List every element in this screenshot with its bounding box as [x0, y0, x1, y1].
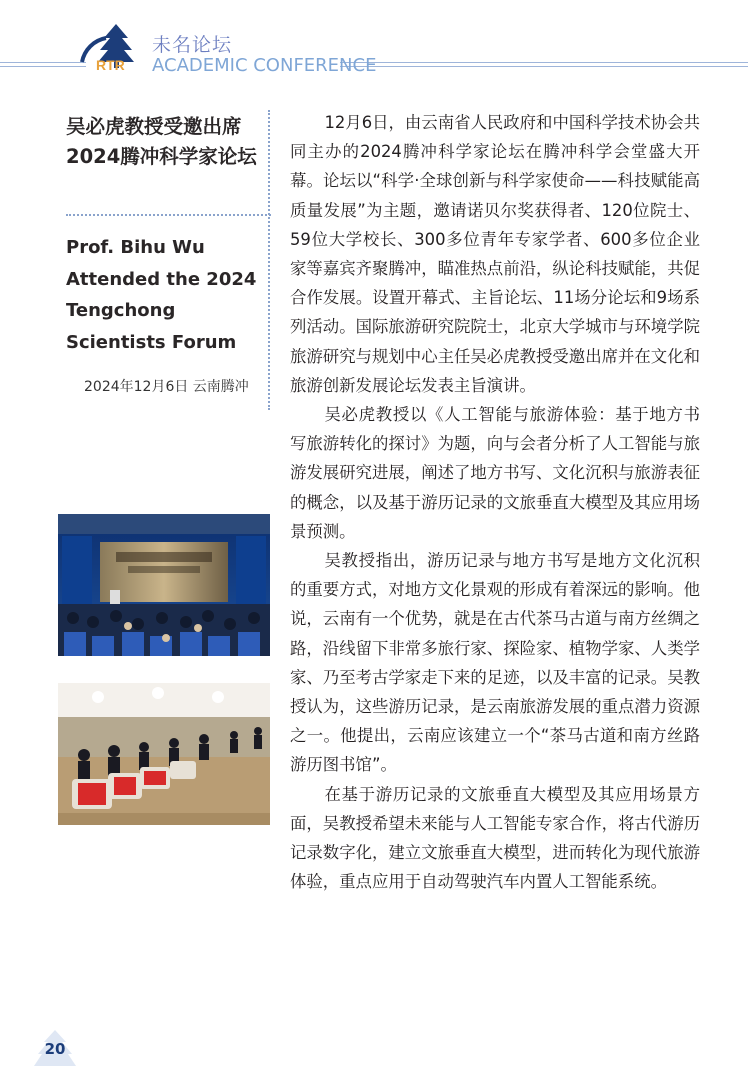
header-rule-left-2	[0, 66, 86, 67]
article-paragraph: 12月6日，由云南省人民政府和中国科学技术协会共同主办的2024腾冲科学家论坛在腾冲科学会堂盛大开幕。论坛以“科学·全球创新与科学家使命——科技赋能高质量发展”为主题，邀请诺贝尔奖获得者、120位院士、59位大学校长、300多位青年专家学者、600多位企业家等嘉宾齐聚腾冲，瞄准热点前沿，纵论科技赋能，共促合作发展。设置开幕式、主旨论坛、11场分论坛和9场系列活动。国际旅游研究院院士，北京大学城市与环境学院旅游研究与规划中心主任吴必虎教授受邀出席并在文化和旅游创新发展论坛发表主旨演讲。	[290, 113, 700, 395]
article-title-chinese: 吴必虎教授受邀出席2024腾冲科学家论坛	[66, 115, 257, 168]
header-rule-left	[0, 62, 86, 63]
page-number-badge	[32, 1028, 78, 1068]
vertical-dotted-divider	[268, 110, 270, 410]
brand-english: ACADEMIC CONFERENCE	[152, 55, 377, 76]
dotted-divider	[66, 214, 271, 216]
forum-audience-photo	[58, 683, 270, 825]
page-header	[0, 0, 748, 90]
article-dateline: 2024年12月6日 云南腾冲	[84, 379, 249, 395]
article-body	[290, 108, 700, 896]
article-headline-block	[66, 112, 266, 172]
logo-text: RTR	[96, 57, 125, 73]
article-paragraph: 吴教授指出，游历记录与地方书写是地方文化沉积的重要方式，对地方文化景观的形成有着深远的影响。他说，云南有一个优势，就是在古代茶马古道与南方丝绸之路，沿线留下非常多旅行家、探险家、植物学家、人类学家、乃至考古学家走下来的足迹，以及丰富的记录。吴教授认为，这些游历记录，是云南旅游发展的重点潜力资源之一。他提出，云南应该建立一个“茶马古道和南方丝路游历图书馆”。	[290, 551, 700, 775]
page-number: 20	[44, 1040, 66, 1058]
brand-chinese: 未名论坛	[152, 34, 233, 56]
rtr-logo	[76, 22, 146, 74]
header-rule-right-2	[340, 66, 748, 67]
header-rule-right	[340, 62, 748, 63]
article-english-title-block	[66, 232, 266, 358]
article-paragraph: 在基于游历记录的文旅垂直大模型及其应用场景方面，吴教授希望未来能与人工智能专家合作，将古代游历记录数字化，建立文旅垂直大模型，进而转化为现代旅游体验，重点应用于自动驾驶汽车内置人工智能系统。	[290, 784, 700, 892]
article-paragraph: 吴必虎教授以《人工智能与旅游体验：基于地方书写旅游转化的探讨》为题，向与会者分析了人工智能与旅游发展研究进展，阐述了地方书写、文化沉积与旅游表征的概念，以及基于游历记录的文旅垂直大模型及其应用场景预测。	[290, 405, 700, 541]
article-title-english: Prof. Bihu Wu Attended the 2024 Tengchong Scientists Forum	[66, 237, 257, 353]
forum-stage-photo	[58, 514, 270, 656]
